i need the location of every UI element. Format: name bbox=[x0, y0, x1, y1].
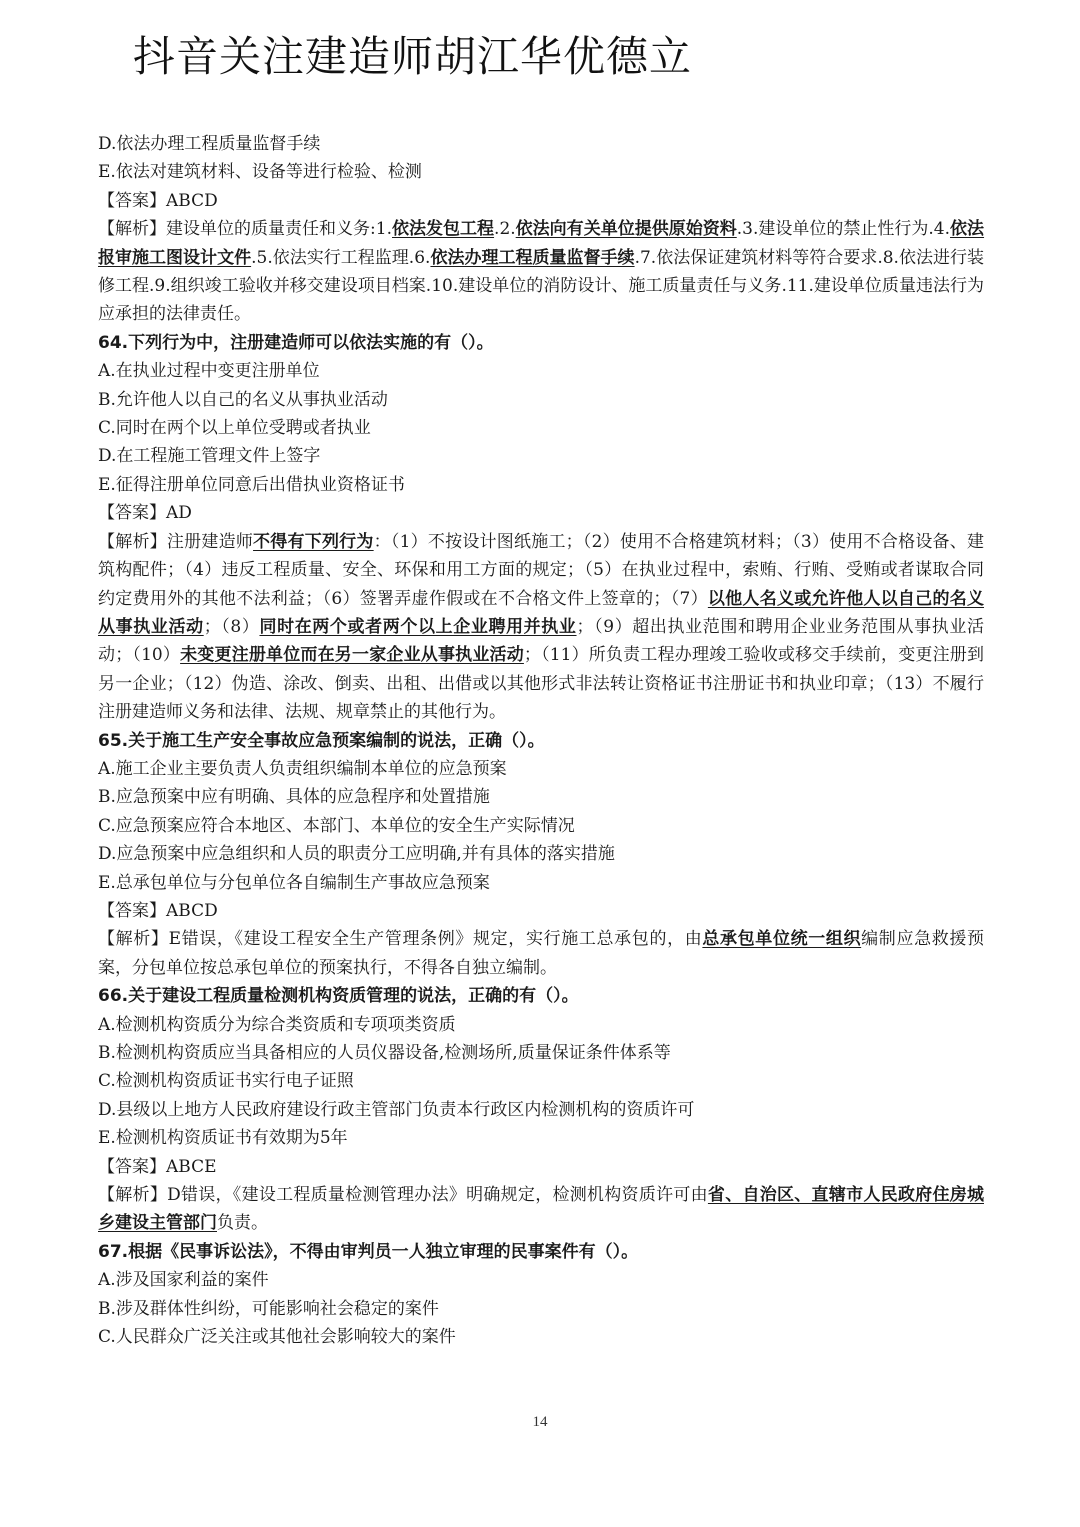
paragraph-text: ；（8） bbox=[203, 616, 260, 637]
text-line: 【答案】ABCD bbox=[98, 190, 218, 211]
emphasis-text: 不得有下列行为 bbox=[253, 531, 374, 552]
analysis-paragraph bbox=[98, 1181, 984, 1238]
text-line: B.检测机构资质应当具备相应的人员仪器设备,检测场所,质量保证条件体系等 bbox=[98, 1043, 671, 1063]
text-line: D.依法办理工程质量监督手续 bbox=[98, 134, 321, 154]
question-title: 64.下列行为中，注册建造师可以依法实施的有（）。 bbox=[98, 332, 494, 353]
emphasis-text: 省、自治区、直辖市人民政府住房城乡建设主管部门 bbox=[98, 1185, 984, 1234]
analysis-paragraph bbox=[98, 215, 984, 329]
document-body bbox=[98, 130, 984, 1351]
text-line: D.县级以上地方人民政府建设行政主管部门负责本行政区内检测机构的资质许可 bbox=[98, 1099, 695, 1120]
text-line: D.应急预案中应急组织和人员的职责分工应明确,并有具体的落实措施 bbox=[98, 844, 615, 865]
page-header-title: 抖音关注建造师胡江华优德立 bbox=[133, 32, 693, 81]
text-line: A.施工企业主要负责人负责组织编制本单位的应急预案 bbox=[98, 758, 507, 779]
text-line: A.涉及国家利益的案件 bbox=[98, 1270, 269, 1291]
paragraph-text: 【解析】注册建造师 bbox=[98, 531, 254, 552]
emphasis-text: 依法报审施工图设计文件 bbox=[98, 219, 985, 268]
text-line: A.在执业过程中变更注册单位 bbox=[98, 361, 320, 382]
paragraph-text: 【解析】建设单位的质量责任和义务:1. bbox=[98, 219, 393, 240]
text-line: 【答案】ABCE bbox=[98, 1156, 217, 1177]
emphasis-text: 依法向有关单位提供原始资料 bbox=[515, 219, 737, 240]
paragraph-text: 编制应急救援预案，分包单位按总承包单位的预案执行，不得各自独立编制。 bbox=[98, 929, 985, 978]
text-line: B.允许他人以自己的名义从事执业活动 bbox=[98, 389, 388, 410]
emphasis-text: 未变更注册单位而在另一家企业从事执业活动 bbox=[180, 645, 524, 666]
text-line: E.检测机构资质证书有效期为5年 bbox=[98, 1128, 348, 1149]
text-line: A.检测机构资质分为综合类资质和专项项类资质 bbox=[98, 1014, 456, 1035]
paragraph-text: 【解析】E错误，《建设工程安全生产管理条例》规定，实行施工总承包的，由 bbox=[98, 929, 703, 950]
emphasis-text: 依法发包工程 bbox=[392, 219, 495, 240]
text-line: 【答案】ABCD bbox=[98, 900, 218, 921]
text-line: D.在工程施工管理文件上签字 bbox=[98, 446, 321, 467]
paragraph-text: ；（11）所负责工程办理竣工验收或移交手续前，变更注册到另一企业；（12）伪造、涂改、倒卖、出租、出借或以其他形式非法转让资格证书注册证书和执业印章；（13）不履行注册建造师义务和法律、法规、规章禁止的其他行为。 bbox=[98, 645, 984, 723]
emphasis-text: 总承包单位统一组织 bbox=[702, 929, 862, 950]
text-line: B.涉及群体性纠纷，可能影响社会稳定的案件 bbox=[98, 1298, 439, 1319]
text-line: C.应急预案应符合本地区、本部门、本单位的安全生产实际情况 bbox=[98, 815, 575, 836]
text-line: B.应急预案中应有明确、具体的应急程序和处置措施 bbox=[98, 787, 490, 808]
paragraph-text: .7.依法保证建筑材料等符合要求.8.依法进行装修工程.9.组织竣工验收并移交建设项目档案.10.建设单位的消防设计、施工质量责任与义务.11.建设单位质量违法行为应承担的法律责任。 bbox=[98, 247, 985, 325]
emphasis-text: 依法办理工程质量监督手续 bbox=[430, 247, 635, 268]
text-line: C.检测机构资质证书实行电子证照 bbox=[98, 1071, 354, 1092]
text-line: E.依法对建筑材料、设备等进行检验、检测 bbox=[98, 162, 422, 183]
text-line: 【答案】AD bbox=[98, 503, 192, 524]
paragraph-text: .2. bbox=[494, 219, 516, 240]
paragraph-text: ；（9）超出执业范围和聘用企业业务范围从事执业活动；（10） bbox=[98, 616, 984, 666]
analysis-paragraph bbox=[98, 528, 984, 727]
analysis-paragraph bbox=[98, 925, 984, 982]
paragraph-text: ：（1）不按设计图纸施工；（2）使用不合格建筑材料；（3）使用不合格设备、建筑构配件；（4）违反工程质量、安全、环保和用工方面的规定；（5）在执业过程中，索贿、行贿、受贿或者谋取合同约定费用外的其他不法利益；（6）签署弄虚作假或在不合格文件上签章的；（7） bbox=[98, 531, 984, 609]
question-title: 65.关于施工生产安全事故应急预案编制的说法，正确（）。 bbox=[98, 730, 545, 751]
text-line: E.征得注册单位同意后出借执业资格证书 bbox=[98, 474, 405, 495]
paragraph-text: .3.建设单位的禁止性行为.4. bbox=[736, 219, 951, 240]
question-title: 66.关于建设工程质量检测机构资质管理的说法，正确的有（）。 bbox=[98, 986, 579, 1007]
text-line: E.总承包单位与分包单位各自编制生产事故应急预案 bbox=[98, 872, 490, 893]
text-line: C.同时在两个以上单位受聘或者执业 bbox=[98, 418, 371, 439]
paragraph-text: 【解析】D错误，《建设工程质量检测管理办法》明确规定，检测机构资质许可由 bbox=[98, 1185, 708, 1206]
paragraph-text: .5.依法实行工程监理.6. bbox=[251, 247, 431, 268]
emphasis-text: 以他人名义或允许他人以自己的名义从事执业活动 bbox=[98, 588, 985, 637]
emphasis-text: 同时在两个或者两个以上企业聘用并执业 bbox=[259, 616, 577, 637]
page-number: 14 bbox=[532, 1414, 548, 1430]
paragraph-text: 负责。 bbox=[217, 1213, 268, 1234]
text-line: C.人民群众广泛关注或其他社会影响较大的案件 bbox=[98, 1327, 456, 1348]
question-title: 67.根据《民事诉讼法》，不得由审判员一人独立审理的民事案件有（）。 bbox=[98, 1241, 639, 1262]
